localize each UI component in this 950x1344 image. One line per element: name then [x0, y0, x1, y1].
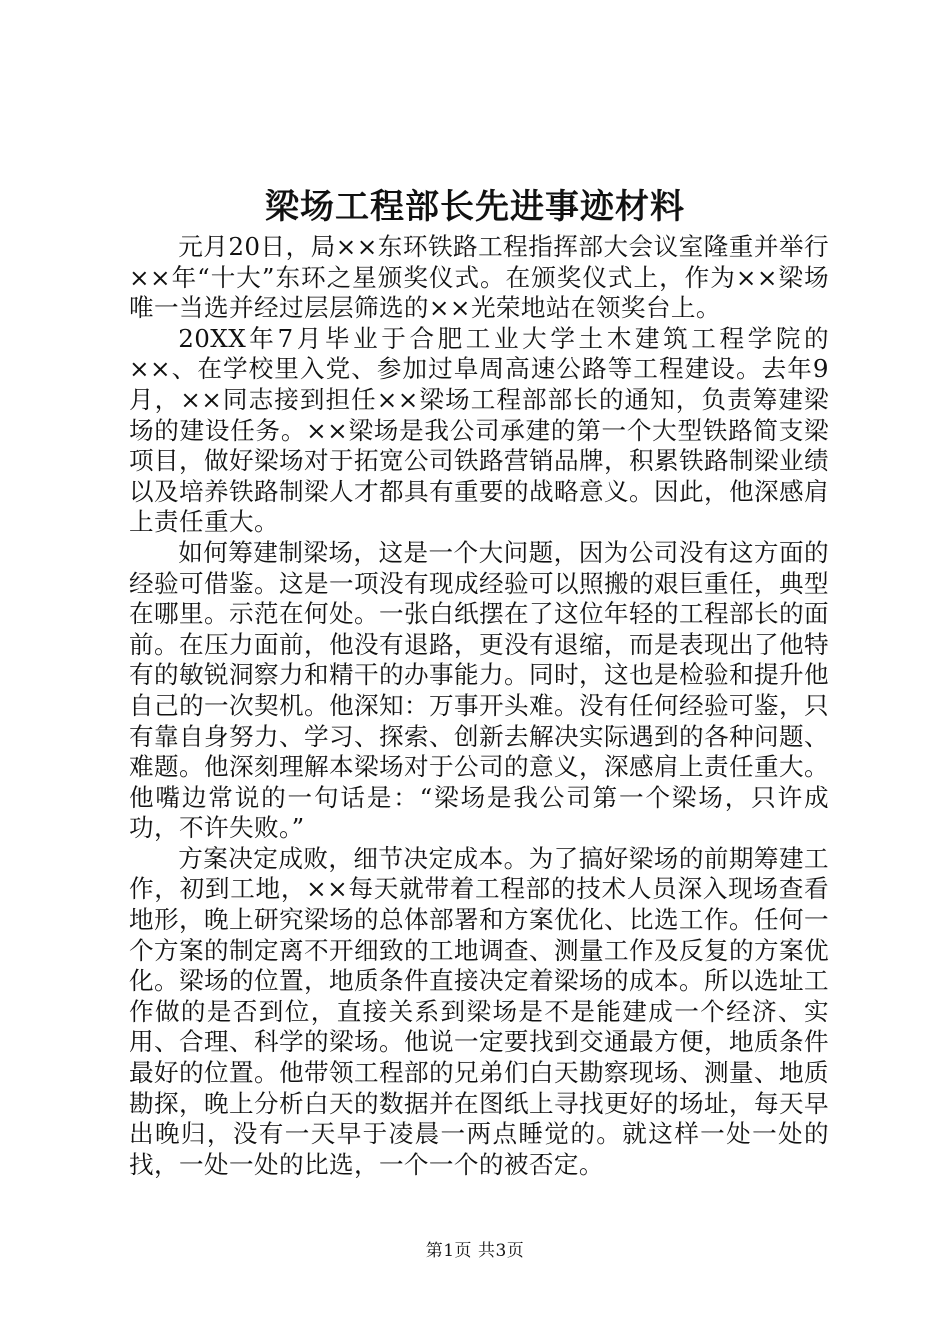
paragraph-1: 元月20日，局××东环铁路工程指挥部大会议室隆重并举行××年“十大”东环之星颁奖仪式。在颁奖仪式上，作为××梁场唯一当选并经过层层筛选的××光荣地站在领奖台上。: [129, 232, 829, 323]
document-body: [129, 232, 829, 1180]
page-footer: 第1页 共3页: [425, 1241, 525, 1261]
document-title: 梁场工程部长先进事迹材料: [265, 187, 685, 227]
paragraph-2: 20XX年7月毕业于合肥工业大学土木建筑工程学院的××、在学校里入党、参加过阜周高速公路等工程建设。去年9月，××同志接到担任××梁场工程部部长的通知，负责筹建梁场的建设任务。××梁场是我公司承建的第一个大型铁路简支梁项目，做好梁场对于拓宽公司铁路营销品牌，积累铁路制梁业绩以及培养铁路制梁人才都具有重要的战略意义。因此，他深感肩上责任重大。: [129, 323, 829, 537]
paragraph-4: 方案决定成败，细节决定成本。为了搞好梁场的前期筹建工作，初到工地，××每天就带着工程部的技术人员深入现场查看地形，晚上研究梁场的总体部署和方案优化、比选工作。任何一个方案的制定离不开细致的工地调查、测量工作及反复的方案优化。梁场的位置，地质条件直接决定着梁场的成本。所以选址工作做的是否到位，直接关系到梁场是不是能建成一个经济、实用、合理、科学的梁场。他说一定要找到交通最方便，地质条件最好的位置。他带领工程部的兄弟们白天勘察现场、测量、地质勘探，晚上分析白天的数据并在图纸上寻找更好的场址，每天早出晚归，没有一天早于凌晨一两点睡觉的。就这样一处一处的找，一处一处的比选，一个一个的被否定。: [129, 843, 829, 1179]
paragraph-3: 如何筹建制梁场，这是一个大问题，因为公司没有这方面的经验可借鉴。这是一项没有现成经验可以照搬的艰巨重任，典型在哪里。示范在何处。一张白纸摆在了这位年轻的工程部长的面前。在压力面前，他没有退路，更没有退缩，而是表现出了他特有的敏锐洞察力和精干的办事能力。同时，这也是检验和提升他自己的一次契机。他深知：万事开头难。没有任何经验可鉴，只有靠自身努力、学习、探索、创新去解决实际遇到的各种问题、难题。他深刻理解本梁场对于公司的意义，深感肩上责任重大。他嘴边常说的一句话是：“梁场是我公司第一个梁场，只许成功，不许失败。”: [129, 537, 829, 843]
